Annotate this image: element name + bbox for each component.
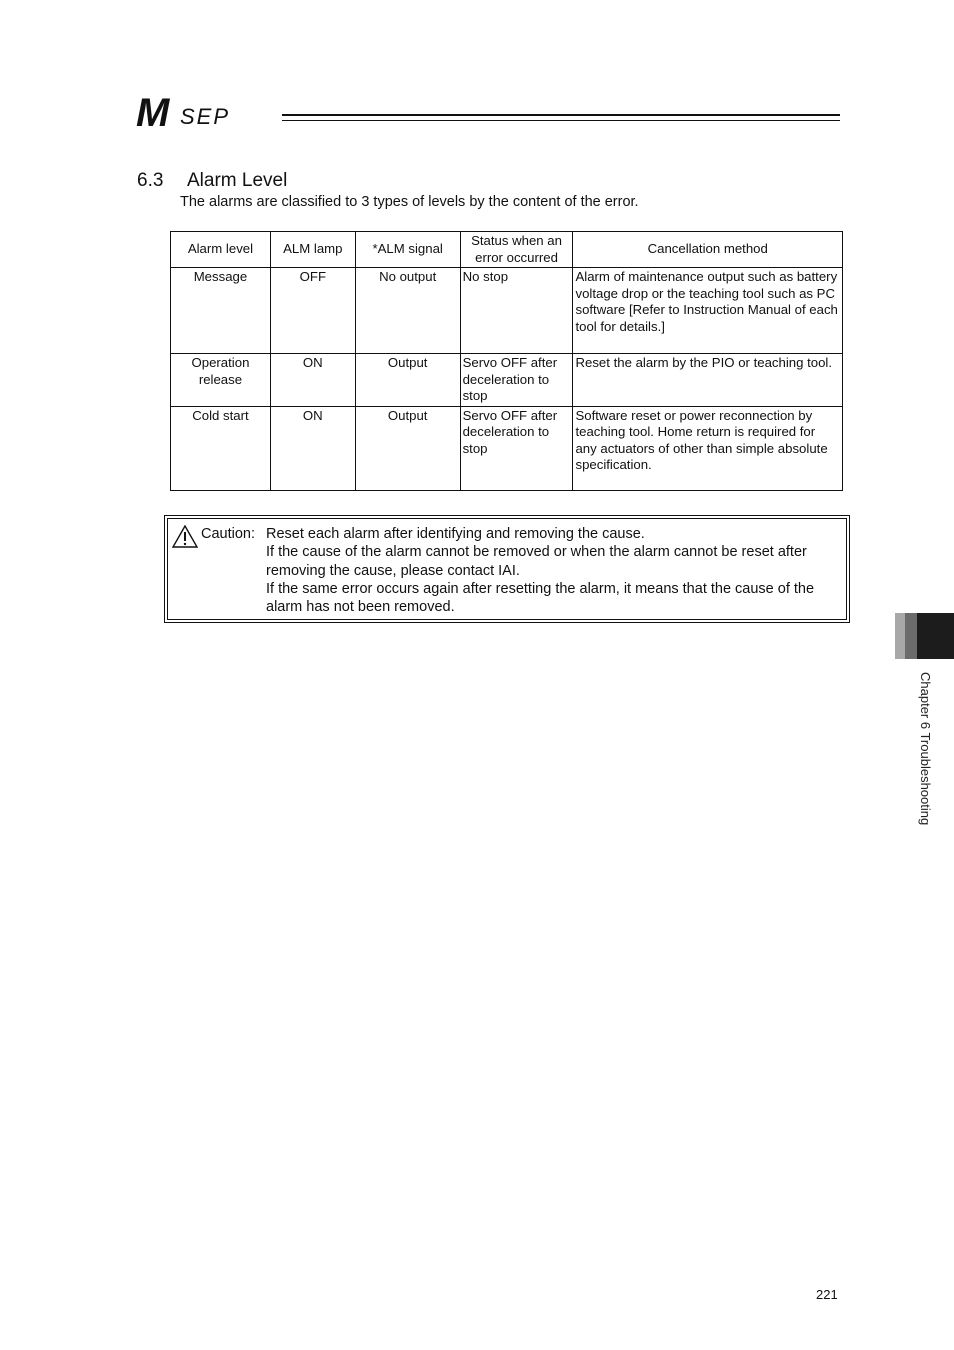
chapter-tab-light — [895, 613, 905, 659]
header-rule-thin — [282, 120, 840, 121]
cell-cancel: Reset the alarm by the PIO or teaching tool. — [573, 354, 843, 407]
header-alm-lamp: ALM lamp — [270, 232, 355, 268]
table-row — [171, 354, 843, 407]
cell-level: Message — [171, 268, 271, 354]
chapter-tab-dark — [917, 613, 954, 659]
cell-signal: Output — [355, 406, 460, 490]
caution-box — [167, 518, 847, 620]
table-row — [171, 406, 843, 490]
caution-text — [266, 525, 844, 616]
caution-label: Caution: — [201, 526, 256, 542]
cell-level: Cold start — [171, 406, 271, 490]
header-cancellation: Cancellation method — [573, 232, 843, 268]
cell-lamp: OFF — [270, 268, 355, 354]
cell-signal: No output — [355, 268, 460, 354]
msep-logo — [136, 94, 276, 130]
header-alm-signal: *ALM signal — [355, 232, 460, 268]
svg-text:M: M — [136, 94, 170, 130]
cell-status: Servo OFF after deceleration to stop — [460, 354, 573, 407]
header-status: Status when an error occurred — [460, 232, 573, 268]
cell-level: Operation release — [171, 354, 271, 407]
cell-status: No stop — [460, 268, 573, 354]
table-header-row — [171, 232, 843, 268]
alarm-level-table — [170, 231, 843, 491]
page-number: 221 — [816, 1287, 838, 1302]
section-number: 6.3 — [137, 170, 164, 191]
chapter-side-label: Chapter 6 Troubleshooting — [918, 672, 933, 826]
section-intro: The alarms are classified to 3 types of levels by the content of the error. — [180, 194, 639, 210]
cell-signal: Output — [355, 354, 460, 407]
caution-line: If the same error occurs again after resetting the alarm, it means that the cause of the alarm has not been removed. — [266, 580, 815, 616]
caution-line: If the cause of the alarm cannot be removed or when the alarm cannot be reset after removing the cause, please contact IAI. — [266, 544, 807, 579]
cell-cancel: Alarm of maintenance output such as battery voltage drop or the teaching tool such as PC software [Refer to Instruction Manual of each tool for details.] — [573, 268, 843, 354]
cell-status: Servo OFF after deceleration to stop — [460, 406, 573, 490]
caution-line: Reset each alarm after identifying and removing the cause. — [266, 526, 645, 542]
warning-triangle-icon — [172, 525, 198, 548]
cell-lamp: ON — [270, 354, 355, 407]
chapter-tab-mid — [905, 613, 917, 659]
cell-cancel: Software reset or power reconnection by teaching tool. Home return is required for any actuators of other than simple absolute specification. — [573, 406, 843, 490]
cell-lamp: ON — [270, 406, 355, 490]
header-rule — [282, 114, 840, 116]
section-title: Alarm Level — [187, 170, 288, 191]
svg-text:SEP: SEP — [180, 104, 231, 129]
header-alarm-level: Alarm level — [171, 232, 271, 268]
table-row — [171, 268, 843, 354]
